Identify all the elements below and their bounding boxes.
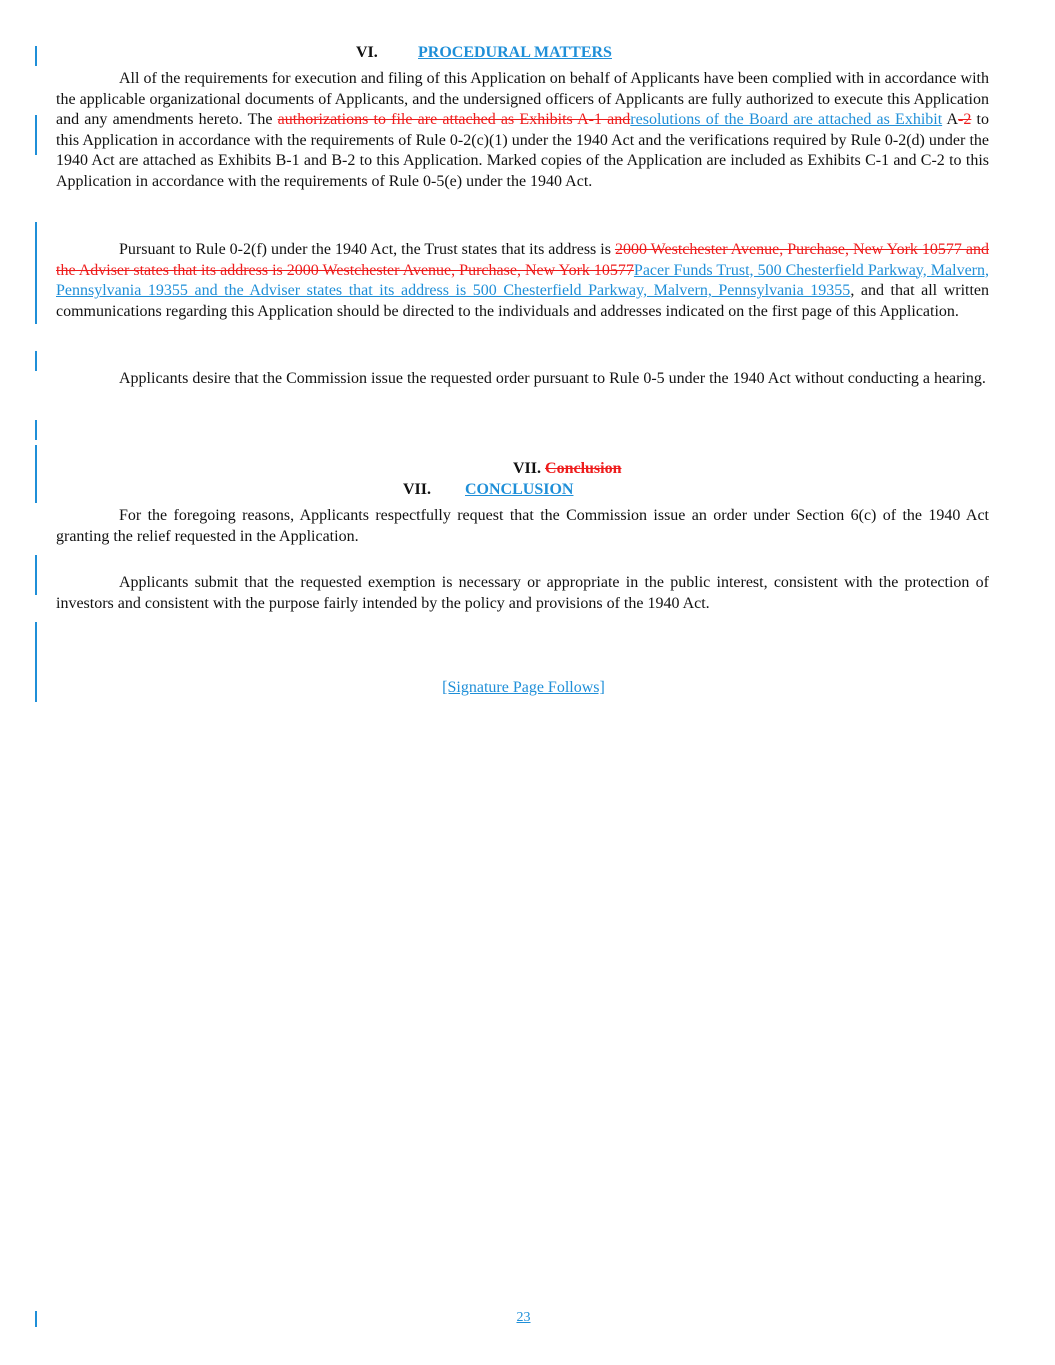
change-bar: [35, 115, 37, 155]
section-vi-heading: [356, 43, 612, 64]
change-bar: [35, 445, 37, 503]
text-run: Applicants submit that the requested exemption is necessary or appropriate in the public interest, consistent with the protection of investors and consistent with the purpose fairly intended by the policy and provisions of the 1940 Act.: [56, 574, 989, 612]
change-bar: [35, 420, 37, 440]
section-vi-number: VI.: [356, 44, 378, 61]
change-bar: [35, 555, 37, 595]
section-vi-title: PROCEDURAL MATTERS: [418, 44, 612, 61]
section-vii-old-heading: [513, 459, 621, 480]
change-bar: [35, 222, 37, 324]
paragraph-hearing: Applicants desire that the Commission issue the requested order pursuant to Rule 0-5 under the 1940 Act without conducting a hearing.: [119, 370, 986, 387]
section-vii-heading: [403, 480, 573, 501]
paragraph-foregoing-reasons: For the foregoing reasons, Applicants respectfully request that the Commission issue an order under Section 6(c) of the 1940 Act granting the relief requested in the Application.: [56, 507, 989, 545]
paragraph-addresses: [56, 240, 989, 322]
deleted-text: 2000 Westchester Avenue, Purchase, New York 10577 and the Adviser states that its address is 2000 Westchester Avenue, Purchase, New York 10577: [56, 241, 990, 279]
section-vii-title: CONCLUSION: [465, 481, 574, 498]
signature-page-note: [Signature Page Follows]: [442, 679, 605, 696]
paragraph-exemption: [56, 573, 989, 614]
section-vii-deleted-title: Conclusion: [545, 460, 622, 477]
change-bar: [35, 351, 37, 371]
change-bar: [35, 46, 37, 66]
deleted-text: authorizations to file are attached as Exhibits A-1 and: [277, 111, 631, 129]
deleted-text: -2: [958, 111, 972, 129]
section-vii-old-number: VII.: [513, 460, 542, 477]
inserted-text: Pacer Funds Trust, 500 Chesterfield Parkway, Malvern, Pennsylvania 19355 and the Adviser states that its address is 500 Chesterfield Parkway, Malvern, Pennsylvania 19355: [56, 261, 989, 300]
inserted-text: resolutions of the Board are attached as Exhibit: [630, 111, 943, 129]
paragraph-requirements: [56, 69, 989, 193]
text-run: A: [942, 111, 959, 129]
section-vii-number: VII.: [403, 481, 432, 498]
text-run: , and that all written communications regarding this Application should be directed to the individuals and addresses indicated on the first page of this Application.: [56, 282, 990, 320]
text-run: All of the requirements for execution and filing of this Application on behalf of Applicants have been complied with in accordance with the applicable organizational documents of Applicants, and the undersigned officers of Applicants are fully authorized to execute this Application and any amendments hereto. The: [56, 70, 989, 129]
page-number: 23: [516, 1310, 531, 1325]
text-run: to this Application in accordance with the requirements of Rule 0-2(c)(1) under the 1940 Act and the verifications required by Rule 0-2(d) under the 1940 Act are attached as Exhibits B-1 and B-2 to this Application. Marked copies of the Application are included as Exhibits C-1 and C-2 to this Application in accordance with the requirements of Rule 0-5(e) under the 1940 Act.: [56, 111, 990, 190]
text-run: Pursuant to Rule 0-2(f) under the 1940 Act, the Trust states that its address is: [119, 241, 615, 258]
